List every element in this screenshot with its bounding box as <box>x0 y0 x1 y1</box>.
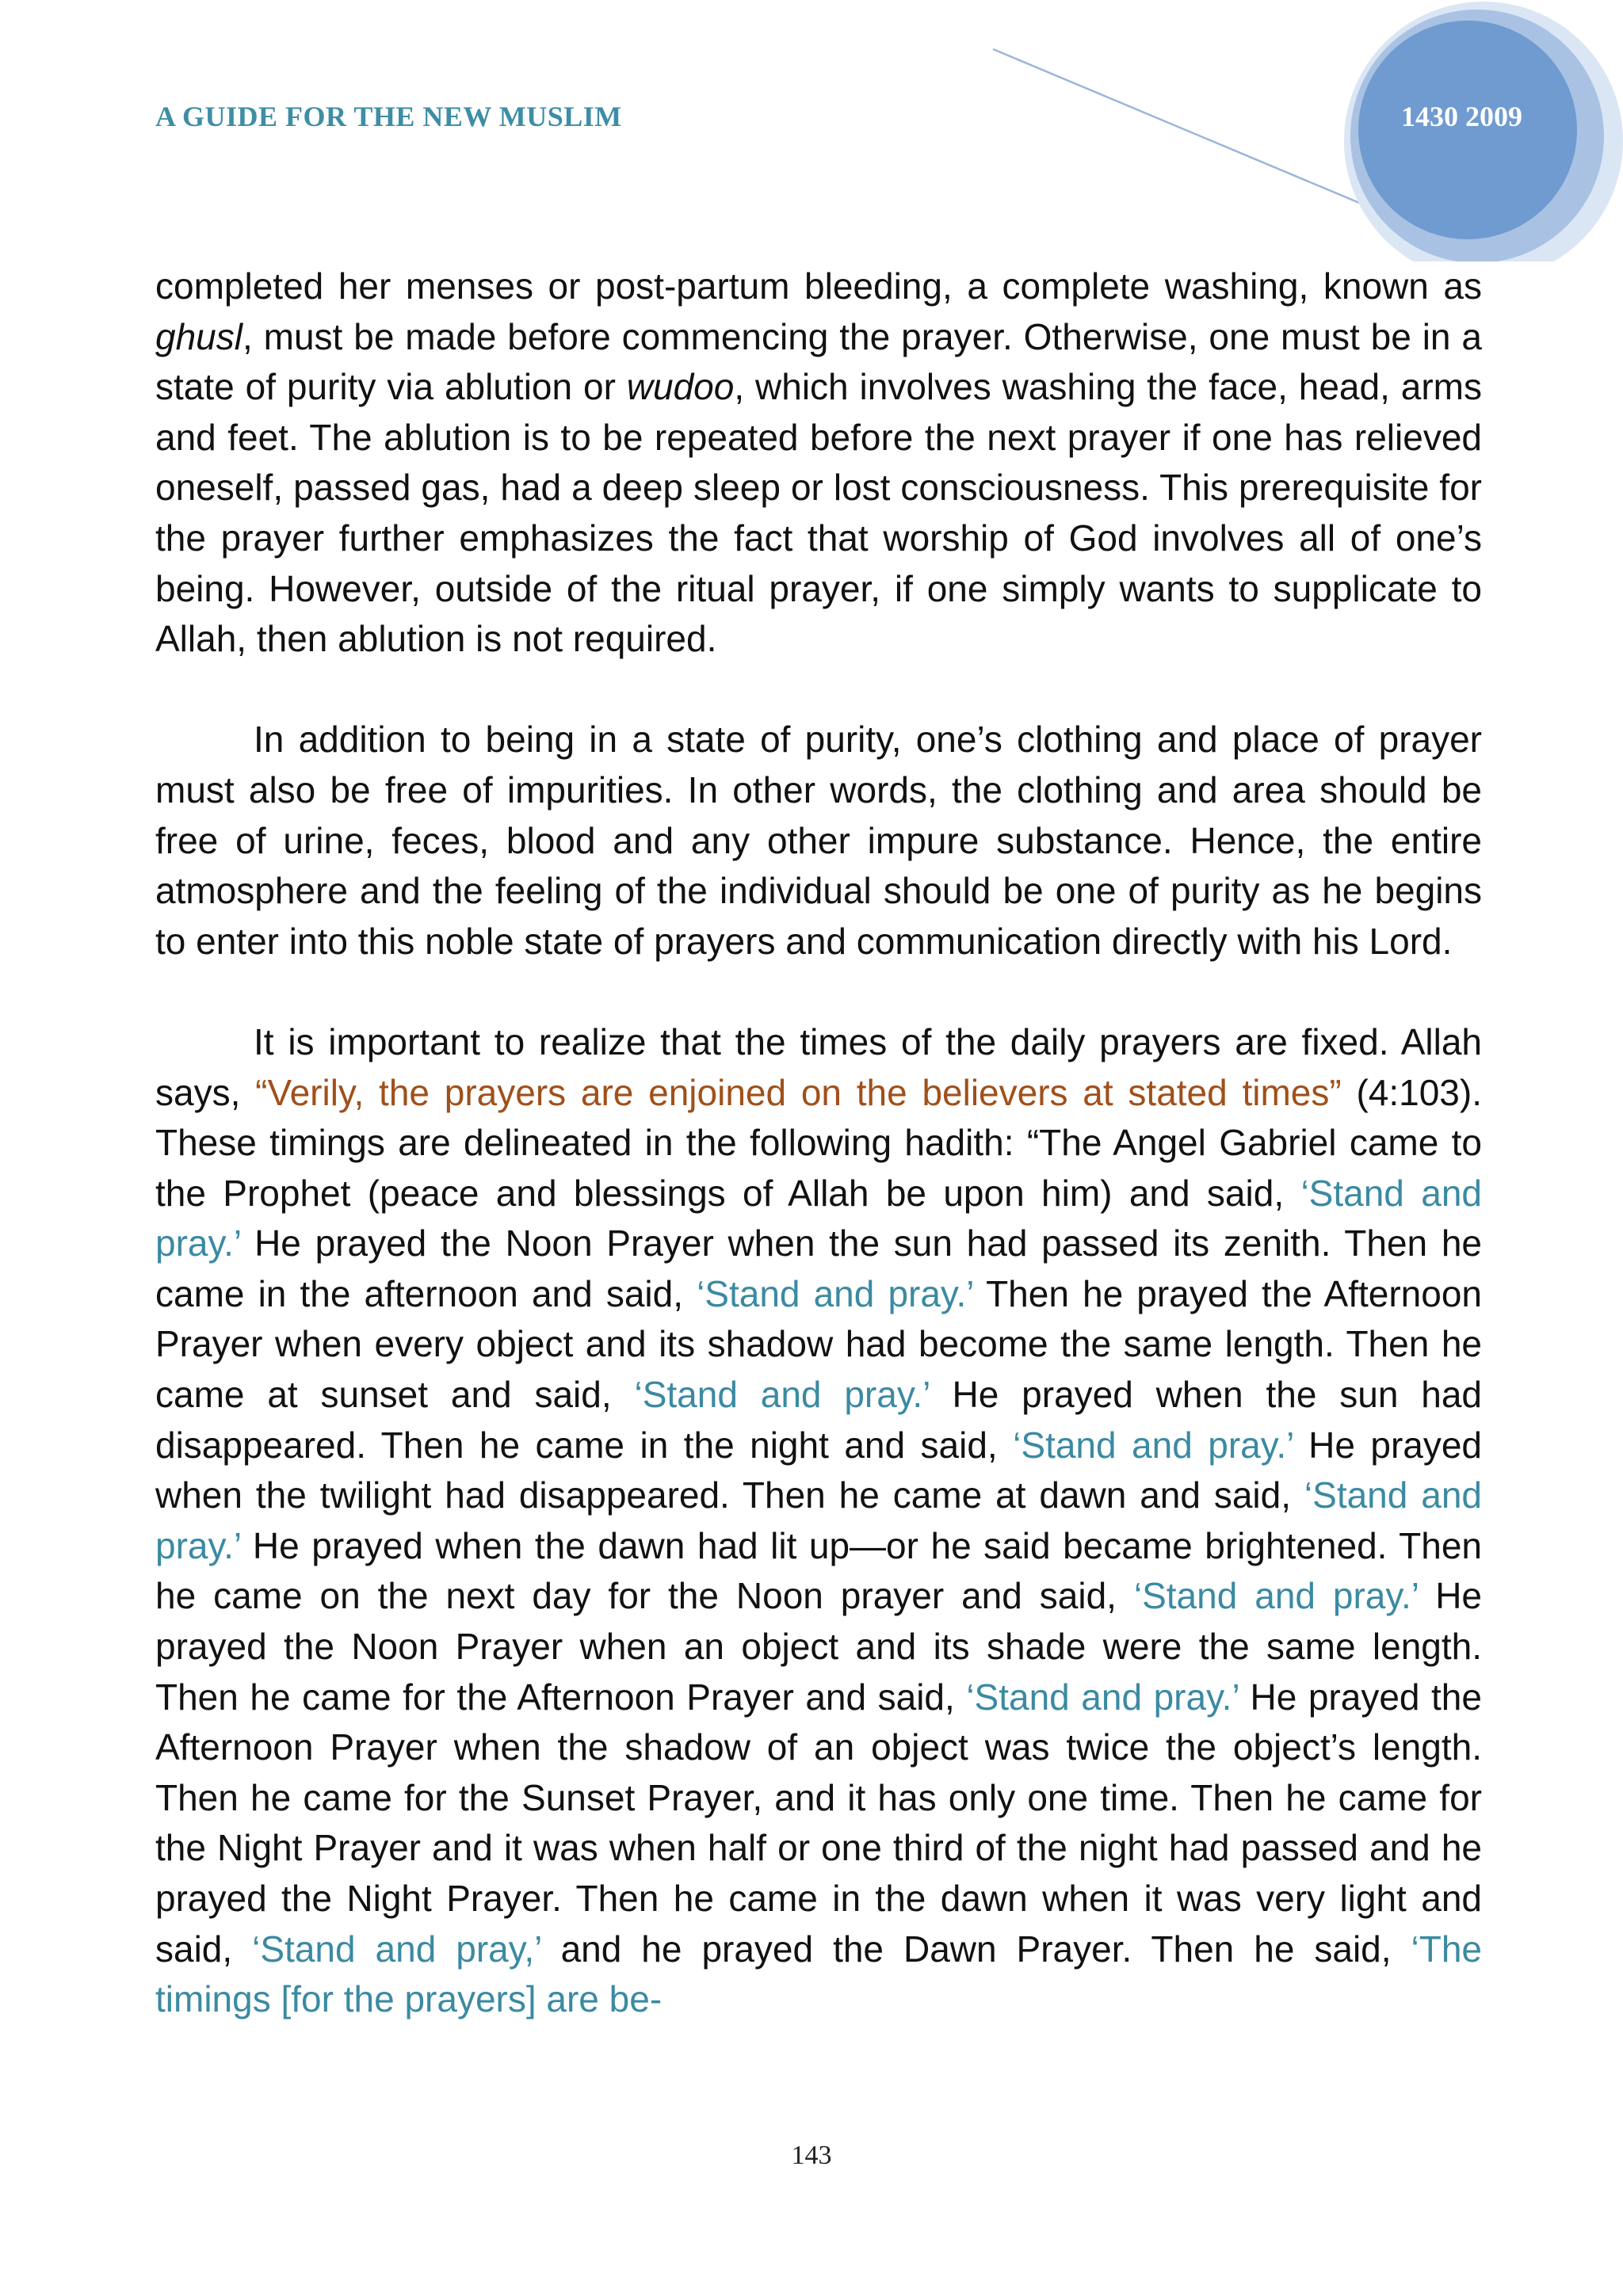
hadith-quote: ‘Stand and pray.’ <box>155 1474 1482 1566</box>
paragraph-text: He prayed the Noon Prayer when an object and its shade were the same length. Then he came for the Afternoon Prayer and said, <box>155 1575 1483 1718</box>
hadith-quote: ‘Stand and pray.’ <box>1133 1575 1419 1617</box>
running-header-year: 1430 2009 <box>1401 101 1522 132</box>
paragraph-prayer-times <box>155 1017 1482 2025</box>
body-text <box>155 261 1482 2025</box>
paragraph-purity <box>155 261 1482 665</box>
quran-quote: “Verily, the prayers are enjoined on the believers at stated times” <box>255 1071 1342 1113</box>
term-wudoo: wudoo <box>626 366 735 408</box>
paragraph-text: , which involves washing the face, head, arms and feet. The ablution is to be repeated before the next prayer if one has relieved oneself, passed gas, had a deep sleep or lost consciousness. This prerequisite for the prayer further emphasizes the fact that worship of God involves all of one’s being. However, outside of the ritual prayer, if one simply wants to supplicate to Allah, then ablution is not required. <box>155 366 1482 660</box>
paragraph-text: He prayed when the dawn had lit up—or he said became brightened. Then he came on the next day for the Noon prayer and said, <box>155 1524 1482 1617</box>
paragraph-text: , must be made before commencing the prayer. Otherwise, one must be in a state of purity via ablution or <box>155 315 1482 408</box>
hadith-quote: ‘Stand and pray,’ <box>252 1928 541 1970</box>
hadith-quote: ‘Stand and pray.’ <box>966 1676 1239 1718</box>
paragraph-text: It is important to realize that the times of the daily prayers are fixed. Allah says, <box>155 1020 1482 1113</box>
paragraph-text: He prayed when the sun had disappeared. Then he came in the night and said, <box>155 1374 1482 1466</box>
hadith-quote: ‘The timings [for the prayers] are be- <box>155 1928 1482 2020</box>
paragraph-text: completed her menses or post-partum bleeding, a complete washing, known as <box>155 265 1482 307</box>
paragraph-text: He prayed the Noon Prayer when the sun had passed its zenith. Then he came in the afternoon and said, <box>155 1222 1482 1314</box>
paragraph-text: and he prayed the Dawn Prayer. Then he said, <box>540 1928 1411 1970</box>
paragraph-text: Then he prayed the Afternoon Prayer when every object and its shadow had become the same length. Then he came at sunset and said, <box>155 1272 1482 1416</box>
paragraph-text: He prayed the Afternoon Prayer when the shadow of an object was twice the object’s length. Then he came for the Sunset Prayer, and it has only one time. Then he came for the Night Prayer and it was when half or one third of the night had passed and he prayed the Night Prayer. Then he came in the dawn when it was very light and said, <box>155 1676 1482 1970</box>
hadith-quote: ‘Stand and pray.’ <box>155 1172 1482 1264</box>
page-number: 143 <box>791 2141 832 2170</box>
paragraph-clothing: In addition to being in a state of purity, one’s clothing and place of prayer must also be free of impurities. In other words, the clothing and area should be free of urine, feces, blood and any other impure substance. Hence, the entire atmosphere and the feeling of the individual should be one of purity as he begins to enter into this noble state of prayers and communication directly with his Lord. <box>155 719 1482 962</box>
running-header-title: A GUIDE FOR THE NEW MUSLIM <box>155 101 622 132</box>
paragraph-text: (4:103). These timings are delineated in the following hadith: “The Angel Gabriel came to the Prophet (peace and blessings of Allah be upon him) and said, <box>155 1071 1482 1214</box>
term-ghusl: ghusl <box>155 315 242 357</box>
hadith-quote: ‘Stand and pray.’ <box>1013 1424 1293 1466</box>
hadith-quote: ‘Stand and pray.’ <box>634 1374 930 1416</box>
paragraph-text: He prayed when the twilight had disappeared. Then he came at dawn and said, <box>155 1424 1483 1516</box>
hadith-quote: ‘Stand and pray.’ <box>697 1272 973 1314</box>
